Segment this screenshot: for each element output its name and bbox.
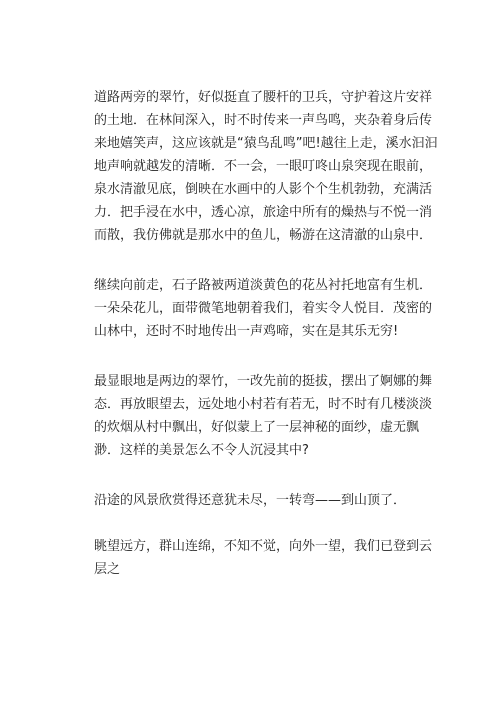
- paragraph-flower-path: 继续向前走，石子路被两道淡黄色的花丛衬托地富有生机．一朵朵花儿，面带微笔地朝着我们，着实令人悦目．茂密的山林中，还时不时地传出一声鸡啼，实在是其乐无穷!: [94, 278, 433, 339]
- paragraph-mountain-top: 沿途的风景欣赏得还意犹未尽，一转弯——到山顶了．: [94, 493, 407, 508]
- paragraph-distant-view: 眺望远方，群山连绵，不知不觉，向外一望，我们已登到云层之: [94, 539, 433, 577]
- article-body: [94, 86, 444, 581]
- paragraph-village-smoke: 最显眼地是两边的翠竹，一改先前的挺拔，摆出了婀娜的舞态．再放眼望去，远处地小村若有若无，时不时有几楼淡淡的炊烟从村中飘出，好似蒙上了一层神秘的面纱，虚无飘渺．这样的美景怎么不令人沉浸其中?: [94, 374, 433, 458]
- paragraph-bamboo-spring: 道路两旁的翠竹，好似挺直了腰杆的卫兵，守护着这片安祥的土地．在林间深入，时不时传来一声鸟鸣，夹杂着身后传来地嬉笑声，这应该就是“猿鸟乱鸣”吧!越往上走，溪水汩汩地声响就越发的清晰．不一会，一眼叮咚山泉突现在眼前，泉水清澈见底，倒映在水画中的人影个个生机勃勃，充满活力．把手浸在水中，透心凉，旅途中所有的燥热与不悦一消而散，我仿佛就是那水中的鱼儿，畅游在这清澈的山泉中．: [94, 90, 438, 243]
